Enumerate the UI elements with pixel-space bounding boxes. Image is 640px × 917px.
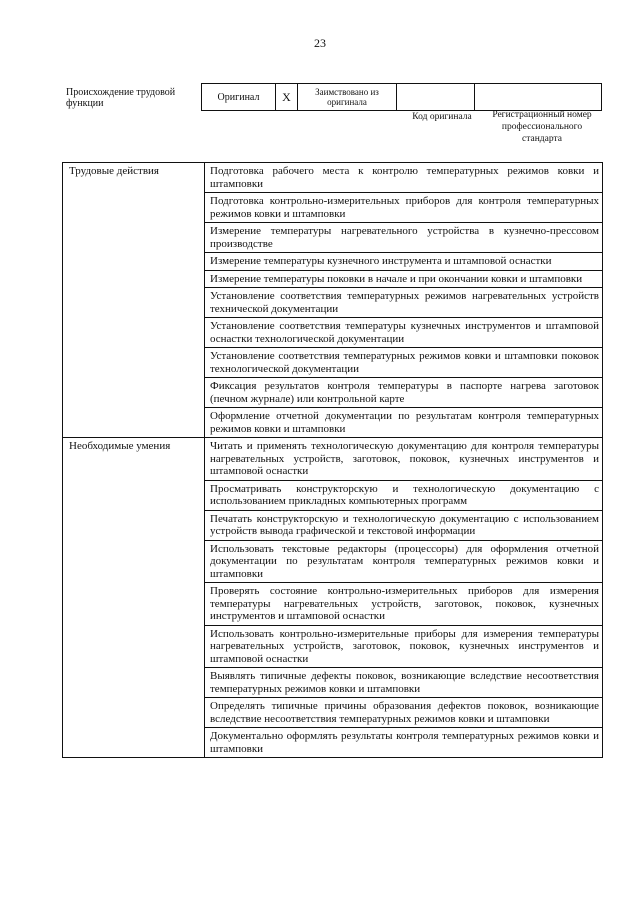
code-label: Код оригинала xyxy=(412,112,472,122)
table-cell: Оформление отчетной документации по результатам контроля температурных режимов ковки и штамповки xyxy=(205,408,603,438)
table-cell: Использовать текстовые редакторы (процессоры) для оформления отчетной документации по результатам контроля температурных режимов ковки и штамповки xyxy=(205,540,603,583)
table-row xyxy=(63,163,603,193)
table-cell: Измерение температуры нагревательного устройства в кузнечно-прессовом производстве xyxy=(205,223,603,253)
section-label: Трудовые действия xyxy=(63,163,205,438)
table-cell: Фиксация результатов контроля температуры в паспорте нагрева заготовок (печном журнале) или контрольной карте xyxy=(205,378,603,408)
table-cell: Просматривать конструкторскую и технологическую документацию с использованием прикладных компьютерных программ xyxy=(205,480,603,510)
table-cell: Установление соответствия температуры кузнечных инструментов и штамповой оснастки технологической документации xyxy=(205,318,603,348)
original-mark: X xyxy=(276,84,298,110)
borrowed-cell: Заимствовано из оригинала xyxy=(298,84,397,110)
origin-label: Происхождение трудовой функции xyxy=(66,87,176,109)
table-cell: Печатать конструкторскую и технологическую документацию с использованием устройств вывода графической и текстовой информации xyxy=(205,510,603,540)
table-cell: Документально оформлять результаты контроля температурных режимов ковки и штамповки xyxy=(205,728,603,758)
code-cell xyxy=(397,84,475,110)
table-cell: Читать и применять технологическую документацию для контроля температуры нагревательных устройств, заготовок, поковок, кузнечных инструментов и штамповой оснастки xyxy=(205,438,603,481)
table-cell: Использовать контрольно-измерительные приборы для измерения температуры нагревательных устройств, заготовок, поковок, кузнечных инструментов и штамповой оснастки xyxy=(205,625,603,668)
table-cell: Подготовка рабочего места к контролю температурных режимов ковки и штамповки xyxy=(205,163,603,193)
table-cell: Установление соответствия температурных режимов нагревательных устройств технической документации xyxy=(205,288,603,318)
page-number: 23 xyxy=(314,36,326,50)
table-cell: Определять типичные причины образования дефектов поковок, возникающие вследствие несоответствия температурных режимов ковки и штамповки xyxy=(205,698,603,728)
reg-number-cell xyxy=(475,84,601,110)
section-label: Необходимые умения xyxy=(63,438,205,758)
table-cell: Измерение температуры поковки в начале и при окончании ковки и штамповки xyxy=(205,270,603,288)
table-row xyxy=(63,438,603,481)
original-cell: Оригинал xyxy=(202,84,276,110)
table-cell: Подготовка контрольно-измерительных приборов для контроля температурных режимов ковки и штамповки xyxy=(205,193,603,223)
table-cell: Установление соответствия температурных режимов ковки и штамповки поковок технологической документации xyxy=(205,348,603,378)
table-cell: Измерение температуры кузнечного инструмента и штамповой оснастки xyxy=(205,253,603,271)
reg-number-label: Регистрационный номер профессионального стандарта xyxy=(492,110,592,144)
table-cell: Проверять состояние контрольно-измерительных приборов для измерения температуры нагревательных устройств, заготовок, поковок, кузнечных инструментов и штамповой оснастки xyxy=(205,583,603,626)
function-table xyxy=(62,162,603,758)
table-cell: Выявлять типичные дефекты поковок, возникающие вследствие несоответствия температурных режимов ковки и штамповки xyxy=(205,668,603,698)
origin-table xyxy=(201,83,602,111)
